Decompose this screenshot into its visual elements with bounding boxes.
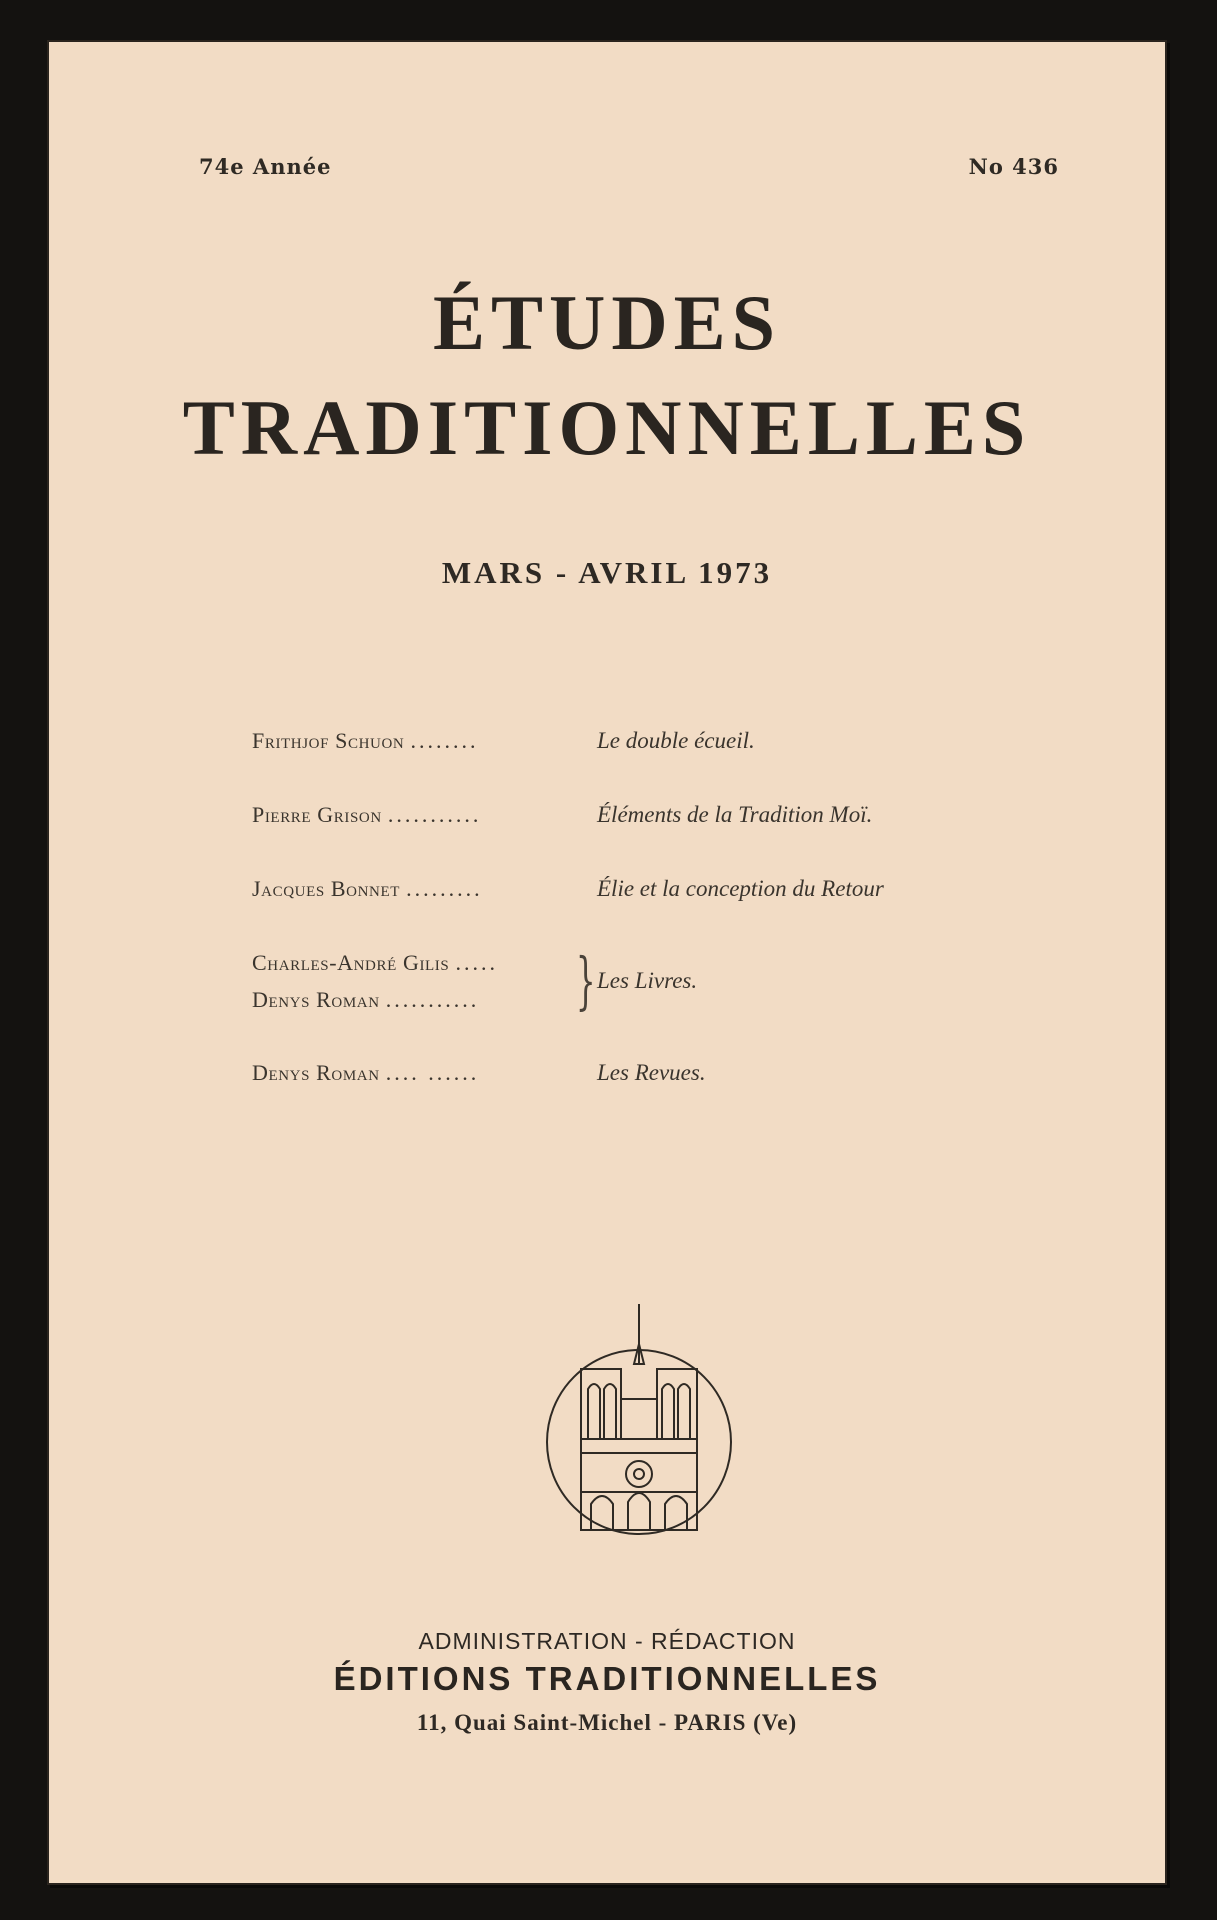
toc-leader-dots: ........	[410, 728, 479, 753]
toc-leader-dots: .........	[406, 876, 483, 901]
toc-title: Les Revues.	[597, 1060, 706, 1085]
toc-title: Le double écueil.	[597, 728, 755, 753]
title-line-2: TRADITIONNELLES	[182, 384, 1032, 471]
toc-leader-dots: ...........	[385, 987, 480, 1012]
toc-author: Pierre Grison	[252, 802, 382, 827]
toc-author: Denys Roman	[252, 1060, 380, 1085]
toc-title: Éléments de la Tradition Moï.	[597, 802, 873, 827]
toc-entry-joint	[252, 944, 1052, 1060]
toc-entry	[252, 1060, 1052, 1134]
toc-author: Jacques Bonnet	[252, 876, 400, 901]
footer-publisher: ÉDITIONS TRADITIONNELLES	[333, 1660, 881, 1697]
toc-entry	[252, 876, 1052, 950]
curly-brace-icon: }	[575, 944, 596, 1017]
toc-title: Élie et la conception du Retour	[597, 876, 884, 901]
toc-author: Charles-André Gilis	[252, 950, 450, 975]
footer-address: 11, Quai Saint-Michel - PARIS (Ve)	[416, 1710, 798, 1735]
toc-author: Frithjof Schuon	[252, 728, 405, 753]
journal-cover	[47, 40, 1167, 1885]
volume-year: 74e Année	[199, 154, 332, 179]
toc-author: Denys Roman	[252, 987, 380, 1012]
toc-leader-dots: ...........	[387, 802, 482, 827]
issue-date: MARS - AVRIL 1973	[441, 555, 773, 590]
table-of-contents	[252, 728, 1052, 1134]
notre-dame-cathedral-icon	[536, 1304, 742, 1549]
toc-leader-dots: .....	[455, 950, 498, 975]
toc-leader-dots: .... ......	[385, 1060, 480, 1085]
issue-number: No 436	[968, 154, 1059, 179]
toc-entry	[252, 728, 1052, 802]
footer-administration: ADMINISTRATION - RÉDACTION	[418, 1628, 796, 1654]
toc-entry	[252, 802, 1052, 876]
toc-title: Les Livres.	[597, 968, 698, 993]
title-line-1: ÉTUDES	[432, 279, 782, 366]
